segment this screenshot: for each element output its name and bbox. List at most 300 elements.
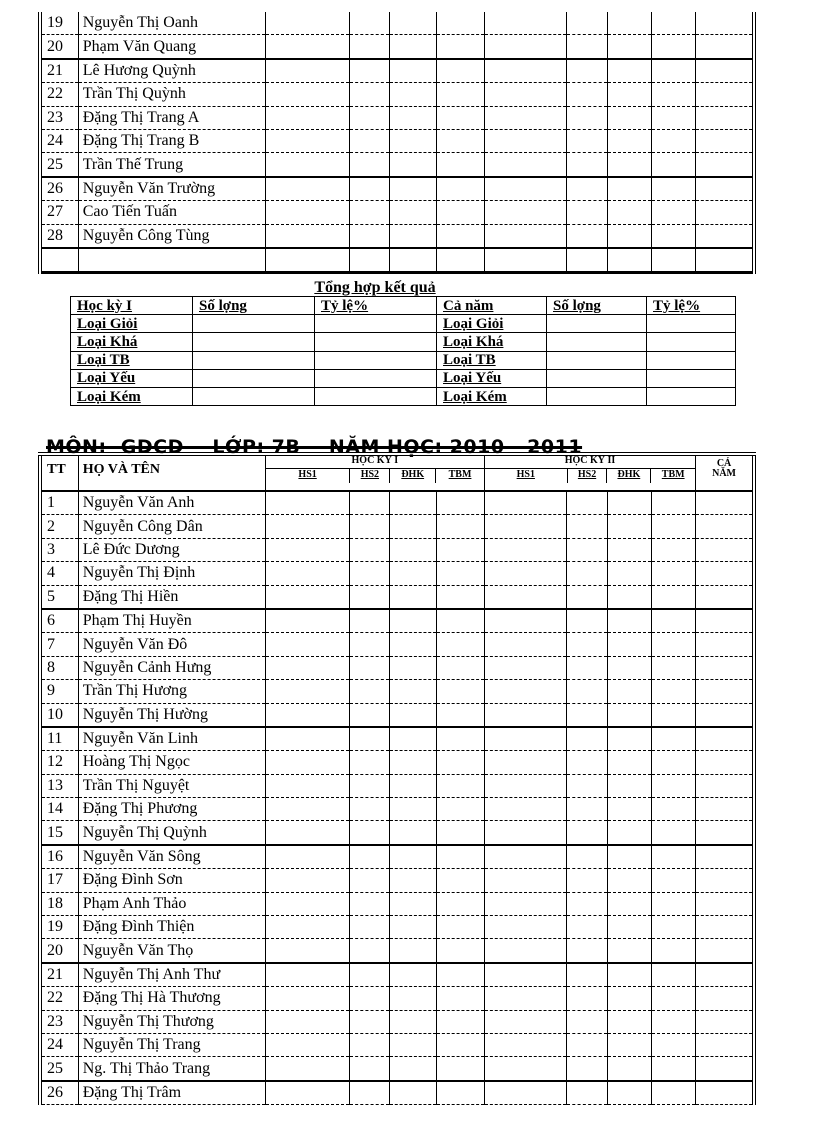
grade-cell[interactable] xyxy=(390,35,436,59)
grade-cell[interactable] xyxy=(696,987,754,1010)
grade-cell[interactable] xyxy=(484,1057,566,1081)
grade-cell[interactable] xyxy=(436,633,484,656)
grade-cell[interactable] xyxy=(567,515,607,538)
grade-cell[interactable] xyxy=(350,727,390,751)
grade-cell[interactable] xyxy=(651,106,695,129)
grade-cell[interactable] xyxy=(350,491,390,515)
grade-cell[interactable] xyxy=(567,248,607,273)
grade-cell[interactable] xyxy=(607,1010,651,1033)
grade-cell[interactable] xyxy=(607,656,651,679)
grade-cell[interactable] xyxy=(567,224,607,248)
grade-cell[interactable] xyxy=(265,491,349,515)
grade-cell[interactable] xyxy=(696,562,754,585)
grade-cell[interactable] xyxy=(436,515,484,538)
grade-cell[interactable] xyxy=(265,106,349,129)
grade-cell[interactable] xyxy=(436,1010,484,1033)
grade-cell[interactable] xyxy=(651,845,695,869)
grade-cell[interactable] xyxy=(265,963,349,987)
grade-cell[interactable] xyxy=(484,129,566,152)
grade-cell[interactable] xyxy=(651,987,695,1010)
grade-cell[interactable] xyxy=(436,656,484,679)
grade-cell[interactable] xyxy=(607,892,651,915)
summary-percent[interactable] xyxy=(315,369,437,387)
grade-cell[interactable] xyxy=(265,821,349,845)
grade-cell[interactable] xyxy=(265,83,349,106)
grade-cell[interactable] xyxy=(651,774,695,797)
grade-cell[interactable] xyxy=(390,656,436,679)
grade-cell[interactable] xyxy=(265,609,349,633)
grade-cell[interactable] xyxy=(567,939,607,963)
grade-cell[interactable] xyxy=(484,892,566,915)
grade-cell[interactable] xyxy=(607,609,651,633)
grade-cell[interactable] xyxy=(265,1081,349,1105)
grade-cell[interactable] xyxy=(484,248,566,273)
grade-cell[interactable] xyxy=(390,869,436,892)
grade-cell[interactable] xyxy=(436,585,484,609)
grade-cell[interactable] xyxy=(484,35,566,59)
grade-cell[interactable] xyxy=(350,916,390,939)
grade-cell[interactable] xyxy=(651,585,695,609)
grade-cell[interactable] xyxy=(651,1033,695,1056)
summary-count[interactable] xyxy=(193,333,315,351)
grade-cell[interactable] xyxy=(265,987,349,1010)
grade-cell[interactable] xyxy=(265,869,349,892)
grade-cell[interactable] xyxy=(350,515,390,538)
grade-cell[interactable] xyxy=(350,538,390,561)
grade-cell[interactable] xyxy=(484,963,566,987)
grade-cell[interactable] xyxy=(651,869,695,892)
grade-cell[interactable] xyxy=(436,201,484,224)
grade-cell[interactable] xyxy=(350,869,390,892)
grade-cell[interactable] xyxy=(607,774,651,797)
grade-cell[interactable] xyxy=(567,201,607,224)
grade-cell[interactable] xyxy=(265,59,349,83)
grade-cell[interactable] xyxy=(265,633,349,656)
grade-cell[interactable] xyxy=(696,727,754,751)
grade-cell[interactable] xyxy=(265,538,349,561)
grade-cell[interactable] xyxy=(265,680,349,703)
grade-cell[interactable] xyxy=(350,1057,390,1081)
grade-cell[interactable] xyxy=(607,129,651,152)
grade-cell[interactable] xyxy=(651,751,695,774)
summary-percent[interactable] xyxy=(647,387,736,405)
summary-percent[interactable] xyxy=(315,387,437,405)
grade-cell[interactable] xyxy=(436,248,484,273)
grade-cell[interactable] xyxy=(607,562,651,585)
grade-cell[interactable] xyxy=(484,491,566,515)
grade-cell[interactable] xyxy=(607,963,651,987)
grade-cell[interactable] xyxy=(436,845,484,869)
grade-cell[interactable] xyxy=(567,798,607,821)
grade-cell[interactable] xyxy=(265,201,349,224)
grade-cell[interactable] xyxy=(696,12,754,35)
grade-cell[interactable] xyxy=(265,916,349,939)
grade-cell[interactable] xyxy=(567,916,607,939)
grade-cell[interactable] xyxy=(436,129,484,152)
grade-cell[interactable] xyxy=(696,774,754,797)
grade-cell[interactable] xyxy=(436,680,484,703)
grade-cell[interactable] xyxy=(696,538,754,561)
grade-cell[interactable] xyxy=(436,106,484,129)
grade-cell[interactable] xyxy=(696,1033,754,1056)
grade-cell[interactable] xyxy=(390,845,436,869)
grade-cell[interactable] xyxy=(484,12,566,35)
grade-cell[interactable] xyxy=(651,1010,695,1033)
grade-cell[interactable] xyxy=(350,892,390,915)
grade-cell[interactable] xyxy=(651,1081,695,1105)
grade-cell[interactable] xyxy=(651,680,695,703)
grade-cell[interactable] xyxy=(390,153,436,177)
grade-cell[interactable] xyxy=(567,491,607,515)
grade-cell[interactable] xyxy=(696,1081,754,1105)
grade-cell[interactable] xyxy=(607,1057,651,1081)
grade-cell[interactable] xyxy=(265,798,349,821)
grade-cell[interactable] xyxy=(567,1081,607,1105)
grade-cell[interactable] xyxy=(651,963,695,987)
grade-cell[interactable] xyxy=(651,515,695,538)
grade-cell[interactable] xyxy=(607,680,651,703)
grade-cell[interactable] xyxy=(484,1081,566,1105)
grade-cell[interactable] xyxy=(436,562,484,585)
grade-cell[interactable] xyxy=(265,562,349,585)
grade-cell[interactable] xyxy=(390,680,436,703)
summary-count[interactable] xyxy=(547,351,647,369)
grade-cell[interactable] xyxy=(390,1081,436,1105)
grade-cell[interactable] xyxy=(567,585,607,609)
grade-cell[interactable] xyxy=(390,821,436,845)
grade-cell[interactable] xyxy=(651,916,695,939)
grade-cell[interactable] xyxy=(484,939,566,963)
grade-cell[interactable] xyxy=(651,12,695,35)
grade-cell[interactable] xyxy=(696,963,754,987)
grade-cell[interactable] xyxy=(651,703,695,727)
summary-percent[interactable] xyxy=(315,315,437,333)
grade-cell[interactable] xyxy=(350,106,390,129)
grade-cell[interactable] xyxy=(350,633,390,656)
summary-count[interactable] xyxy=(547,387,647,405)
grade-cell[interactable] xyxy=(350,59,390,83)
grade-cell[interactable] xyxy=(484,916,566,939)
grade-cell[interactable] xyxy=(567,963,607,987)
summary-percent[interactable] xyxy=(647,369,736,387)
grade-cell[interactable] xyxy=(607,1081,651,1105)
grade-cell[interactable] xyxy=(567,821,607,845)
grade-cell[interactable] xyxy=(390,585,436,609)
grade-cell[interactable] xyxy=(651,609,695,633)
grade-cell[interactable] xyxy=(567,774,607,797)
grade-cell[interactable] xyxy=(696,224,754,248)
grade-cell[interactable] xyxy=(607,845,651,869)
grade-cell[interactable] xyxy=(484,153,566,177)
grade-cell[interactable] xyxy=(390,129,436,152)
grade-cell[interactable] xyxy=(265,1057,349,1081)
grade-cell[interactable] xyxy=(696,35,754,59)
grade-cell[interactable] xyxy=(607,248,651,273)
grade-cell[interactable] xyxy=(567,680,607,703)
grade-cell[interactable] xyxy=(484,585,566,609)
summary-count[interactable] xyxy=(547,315,647,333)
grade-cell[interactable] xyxy=(484,177,566,201)
summary-count[interactable] xyxy=(193,369,315,387)
grade-cell[interactable] xyxy=(436,987,484,1010)
grade-cell[interactable] xyxy=(484,751,566,774)
grade-cell[interactable] xyxy=(696,703,754,727)
grade-cell[interactable] xyxy=(265,656,349,679)
grade-cell[interactable] xyxy=(567,83,607,106)
grade-cell[interactable] xyxy=(696,798,754,821)
grade-cell[interactable] xyxy=(484,201,566,224)
grade-cell[interactable] xyxy=(484,774,566,797)
grade-cell[interactable] xyxy=(390,798,436,821)
grade-cell[interactable] xyxy=(436,177,484,201)
grade-cell[interactable] xyxy=(607,939,651,963)
grade-cell[interactable] xyxy=(651,35,695,59)
grade-cell[interactable] xyxy=(651,59,695,83)
grade-cell[interactable] xyxy=(390,939,436,963)
grade-cell[interactable] xyxy=(350,774,390,797)
grade-cell[interactable] xyxy=(567,609,607,633)
grade-cell[interactable] xyxy=(436,609,484,633)
grade-cell[interactable] xyxy=(696,153,754,177)
grade-cell[interactable] xyxy=(607,821,651,845)
grade-cell[interactable] xyxy=(265,224,349,248)
grade-cell[interactable] xyxy=(607,987,651,1010)
grade-cell[interactable] xyxy=(350,609,390,633)
grade-cell[interactable] xyxy=(484,869,566,892)
grade-cell[interactable] xyxy=(390,177,436,201)
grade-cell[interactable] xyxy=(350,656,390,679)
grade-cell[interactable] xyxy=(696,633,754,656)
grade-cell[interactable] xyxy=(651,727,695,751)
grade-cell[interactable] xyxy=(607,538,651,561)
grade-cell[interactable] xyxy=(390,1033,436,1056)
grade-cell[interactable] xyxy=(390,538,436,561)
grade-cell[interactable] xyxy=(696,939,754,963)
grade-cell[interactable] xyxy=(436,774,484,797)
grade-cell[interactable] xyxy=(651,798,695,821)
grade-cell[interactable] xyxy=(484,515,566,538)
grade-cell[interactable] xyxy=(484,224,566,248)
grade-cell[interactable] xyxy=(484,609,566,633)
grade-cell[interactable] xyxy=(436,35,484,59)
grade-cell[interactable] xyxy=(651,1057,695,1081)
grade-cell[interactable] xyxy=(436,703,484,727)
grade-cell[interactable] xyxy=(696,585,754,609)
grade-cell[interactable] xyxy=(265,153,349,177)
grade-cell[interactable] xyxy=(651,892,695,915)
summary-percent[interactable] xyxy=(647,315,736,333)
grade-cell[interactable] xyxy=(265,1033,349,1056)
grade-cell[interactable] xyxy=(651,939,695,963)
grade-cell[interactable] xyxy=(607,83,651,106)
grade-cell[interactable] xyxy=(696,892,754,915)
grade-cell[interactable] xyxy=(607,177,651,201)
grade-cell[interactable] xyxy=(350,177,390,201)
grade-cell[interactable] xyxy=(265,727,349,751)
grade-cell[interactable] xyxy=(696,59,754,83)
grade-cell[interactable] xyxy=(390,963,436,987)
grade-cell[interactable] xyxy=(390,987,436,1010)
grade-cell[interactable] xyxy=(484,798,566,821)
grade-cell[interactable] xyxy=(390,491,436,515)
grade-cell[interactable] xyxy=(567,727,607,751)
grade-cell[interactable] xyxy=(696,248,754,273)
grade-cell[interactable] xyxy=(265,177,349,201)
grade-cell[interactable] xyxy=(390,224,436,248)
summary-percent[interactable] xyxy=(647,351,736,369)
grade-cell[interactable] xyxy=(436,751,484,774)
grade-cell[interactable] xyxy=(607,515,651,538)
summary-percent[interactable] xyxy=(315,351,437,369)
grade-cell[interactable] xyxy=(567,1010,607,1033)
grade-cell[interactable] xyxy=(607,633,651,656)
grade-cell[interactable] xyxy=(436,963,484,987)
grade-cell[interactable] xyxy=(651,821,695,845)
grade-cell[interactable] xyxy=(696,83,754,106)
grade-cell[interactable] xyxy=(696,201,754,224)
grade-cell[interactable] xyxy=(567,35,607,59)
grade-cell[interactable] xyxy=(651,248,695,273)
grade-cell[interactable] xyxy=(390,633,436,656)
grade-cell[interactable] xyxy=(390,916,436,939)
grade-cell[interactable] xyxy=(350,153,390,177)
grade-cell[interactable] xyxy=(607,201,651,224)
grade-cell[interactable] xyxy=(607,1033,651,1056)
grade-cell[interactable] xyxy=(436,892,484,915)
grade-cell[interactable] xyxy=(567,106,607,129)
grade-cell[interactable] xyxy=(651,633,695,656)
grade-cell[interactable] xyxy=(484,633,566,656)
grade-cell[interactable] xyxy=(350,562,390,585)
grade-cell[interactable] xyxy=(696,821,754,845)
grade-cell[interactable] xyxy=(651,129,695,152)
grade-cell[interactable] xyxy=(265,585,349,609)
summary-percent[interactable] xyxy=(647,333,736,351)
grade-cell[interactable] xyxy=(350,12,390,35)
grade-cell[interactable] xyxy=(350,1033,390,1056)
grade-cell[interactable] xyxy=(265,129,349,152)
grade-cell[interactable] xyxy=(607,869,651,892)
grade-cell[interactable] xyxy=(390,892,436,915)
grade-cell[interactable] xyxy=(567,1057,607,1081)
grade-cell[interactable] xyxy=(436,1057,484,1081)
grade-cell[interactable] xyxy=(390,201,436,224)
grade-cell[interactable] xyxy=(696,1057,754,1081)
grade-cell[interactable] xyxy=(390,1057,436,1081)
grade-cell[interactable] xyxy=(350,963,390,987)
grade-cell[interactable] xyxy=(484,727,566,751)
grade-cell[interactable] xyxy=(436,1033,484,1056)
summary-percent[interactable] xyxy=(315,333,437,351)
grade-cell[interactable] xyxy=(696,845,754,869)
grade-cell[interactable] xyxy=(350,939,390,963)
grade-cell[interactable] xyxy=(607,703,651,727)
grade-cell[interactable] xyxy=(484,987,566,1010)
summary-count[interactable] xyxy=(193,387,315,405)
grade-cell[interactable] xyxy=(390,83,436,106)
grade-cell[interactable] xyxy=(390,562,436,585)
grade-cell[interactable] xyxy=(607,727,651,751)
grade-cell[interactable] xyxy=(436,1081,484,1105)
grade-cell[interactable] xyxy=(567,656,607,679)
grade-cell[interactable] xyxy=(607,751,651,774)
grade-cell[interactable] xyxy=(390,703,436,727)
grade-cell[interactable] xyxy=(607,916,651,939)
grade-cell[interactable] xyxy=(696,177,754,201)
grade-cell[interactable] xyxy=(350,680,390,703)
grade-cell[interactable] xyxy=(484,680,566,703)
grade-cell[interactable] xyxy=(484,538,566,561)
grade-cell[interactable] xyxy=(390,59,436,83)
grade-cell[interactable] xyxy=(651,153,695,177)
grade-cell[interactable] xyxy=(436,939,484,963)
grade-cell[interactable] xyxy=(607,12,651,35)
grade-cell[interactable] xyxy=(696,680,754,703)
grade-cell[interactable] xyxy=(651,177,695,201)
grade-cell[interactable] xyxy=(696,609,754,633)
grade-cell[interactable] xyxy=(567,845,607,869)
grade-cell[interactable] xyxy=(567,1033,607,1056)
grade-cell[interactable] xyxy=(567,177,607,201)
summary-count[interactable] xyxy=(193,351,315,369)
grade-cell[interactable] xyxy=(350,798,390,821)
grade-cell[interactable] xyxy=(696,751,754,774)
grade-cell[interactable] xyxy=(567,703,607,727)
grade-cell[interactable] xyxy=(651,656,695,679)
grade-cell[interactable] xyxy=(265,248,349,273)
grade-cell[interactable] xyxy=(484,59,566,83)
grade-cell[interactable] xyxy=(436,491,484,515)
summary-count[interactable] xyxy=(547,369,647,387)
grade-cell[interactable] xyxy=(607,106,651,129)
grade-cell[interactable] xyxy=(265,35,349,59)
grade-cell[interactable] xyxy=(350,987,390,1010)
grade-cell[interactable] xyxy=(436,727,484,751)
grade-cell[interactable] xyxy=(350,845,390,869)
grade-cell[interactable] xyxy=(484,106,566,129)
grade-cell[interactable] xyxy=(567,59,607,83)
grade-cell[interactable] xyxy=(436,798,484,821)
grade-cell[interactable] xyxy=(390,12,436,35)
grade-cell[interactable] xyxy=(484,703,566,727)
grade-cell[interactable] xyxy=(436,538,484,561)
grade-cell[interactable] xyxy=(350,821,390,845)
grade-cell[interactable] xyxy=(567,562,607,585)
grade-cell[interactable] xyxy=(484,656,566,679)
grade-cell[interactable] xyxy=(651,224,695,248)
grade-cell[interactable] xyxy=(567,633,607,656)
grade-cell[interactable] xyxy=(607,798,651,821)
grade-cell[interactable] xyxy=(484,83,566,106)
grade-cell[interactable] xyxy=(350,585,390,609)
summary-count[interactable] xyxy=(193,315,315,333)
grade-cell[interactable] xyxy=(607,59,651,83)
grade-cell[interactable] xyxy=(567,12,607,35)
grade-cell[interactable] xyxy=(696,869,754,892)
grade-cell[interactable] xyxy=(265,751,349,774)
grade-cell[interactable] xyxy=(350,1010,390,1033)
grade-cell[interactable] xyxy=(651,491,695,515)
grade-cell[interactable] xyxy=(607,585,651,609)
grade-cell[interactable] xyxy=(350,248,390,273)
summary-count[interactable] xyxy=(547,333,647,351)
grade-cell[interactable] xyxy=(390,1010,436,1033)
grade-cell[interactable] xyxy=(484,845,566,869)
grade-cell[interactable] xyxy=(265,892,349,915)
grade-cell[interactable] xyxy=(350,201,390,224)
grade-cell[interactable] xyxy=(390,609,436,633)
grade-cell[interactable] xyxy=(350,83,390,106)
